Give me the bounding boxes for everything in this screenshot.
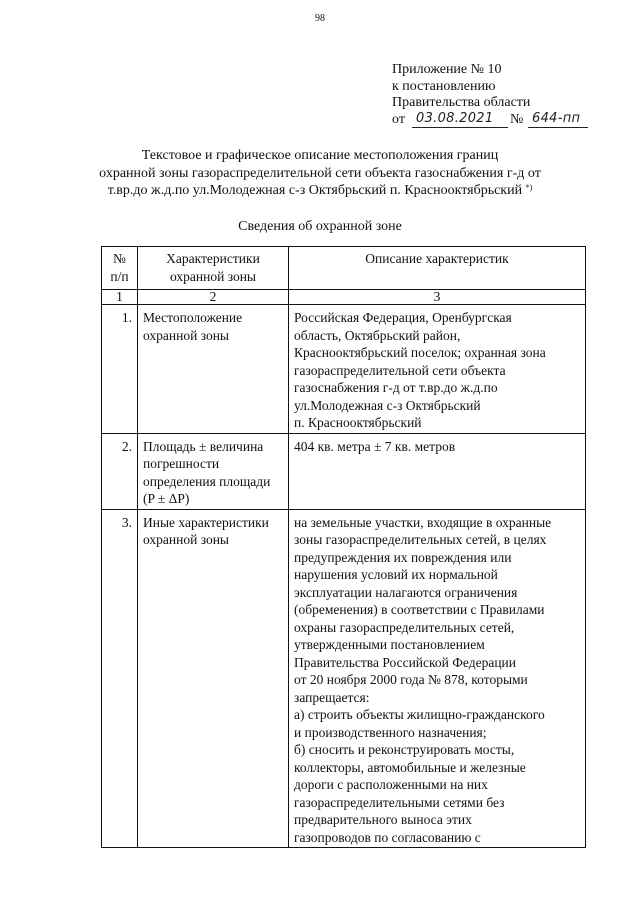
table-row	[102, 433, 586, 509]
title-line: Текстовое и графическое описание местоположения границ	[141, 148, 499, 163]
column-number-row	[102, 290, 586, 305]
row-characteristic: Местоположение охранной зоны	[138, 305, 289, 434]
table-row	[102, 509, 586, 848]
description-line: газораспределительной сети объекта	[294, 362, 506, 378]
table-header-row	[102, 247, 586, 290]
row-characteristic: Иные характеристики охранной зоны	[138, 509, 289, 848]
description-line: Краснооктябрьский поселок; охранная зона	[294, 345, 546, 360]
description-line: зоны газораспределительных сетей, в целях	[294, 532, 547, 547]
handwritten-number: 644-пп	[532, 110, 581, 126]
appendix-line: Приложение № 10	[392, 62, 502, 77]
description-line: газопроводов по согласованию с	[294, 829, 481, 845]
row-description	[289, 509, 586, 848]
appendix-block	[392, 62, 581, 130]
description-line: от 20 ноября 2000 года № 878, которыми	[294, 672, 528, 687]
header-description: Описание характеристик	[289, 247, 586, 290]
description-line: Российская Федерация, Оренбургская	[294, 310, 512, 325]
column-number: 1	[102, 290, 138, 305]
description-line: ул.Молодежная с-з Октябрьский	[294, 397, 481, 413]
description-line: запрещается:	[294, 689, 370, 705]
description-line: (обременения) в соответствии с Правилами	[294, 602, 545, 617]
description-line: а) строить объекты жилищно-гражданского	[294, 707, 545, 722]
header-characteristic: Характеристики охранной зоны	[138, 247, 289, 290]
row-description	[289, 433, 586, 509]
appendix-line: к постановлению	[392, 78, 496, 94]
column-number: 2	[138, 290, 289, 305]
description-line: предупреждения их повреждения или	[294, 549, 512, 565]
title-line-text: т.вр.до ж.д.по ул.Молодежная с-з Октябрьский п. Краснооктябрьский	[107, 183, 523, 198]
description-line: газораспределительными сетями без	[294, 794, 505, 810]
title-line: охранной зоны газораспределительной сети объекта газоснабжения г-д от	[99, 165, 541, 181]
appendix-line: Правительства области	[392, 95, 531, 110]
row-number: 1.	[102, 305, 138, 434]
date-prefix: от	[392, 111, 405, 127]
description-line: предварительного выноса этих	[294, 812, 472, 827]
appendix-date-row	[392, 110, 581, 130]
description-line: охраны газораспределительных сетей,	[294, 619, 515, 635]
table-row	[102, 305, 586, 434]
description-line: нарушения условий их нормальной	[294, 567, 498, 582]
description-line: область, Октябрьский район,	[294, 327, 461, 343]
description-line: на земельные участки, входящие в охранные	[294, 514, 552, 530]
handwritten-date: 03.08.2021	[416, 110, 494, 126]
row-description	[289, 305, 586, 434]
description-line: коллекторы, автомобильные и железные	[294, 759, 526, 775]
number-prefix: №	[510, 111, 524, 127]
description-line: газоснабжения г-д от т.вр.до ж.д.по	[294, 380, 498, 395]
title-line	[0, 182, 640, 200]
description-line: Правительства Российской Федерации	[294, 654, 516, 670]
description-line: п. Краснооктябрьский	[294, 415, 422, 430]
description-line: эксплуатации налагаются ограничения	[294, 584, 518, 600]
protection-zone-table	[101, 246, 586, 848]
row-number: 3.	[102, 509, 138, 848]
description-line: дороги с расположенными на них	[294, 777, 488, 792]
row-characteristic: Площадь ± величина погрешности определения площади (P ± ΔP)	[138, 433, 289, 509]
page-number: 98	[315, 13, 325, 24]
description-line: б) сносить и реконструировать мосты,	[294, 742, 515, 757]
header-num: № п/п	[102, 247, 138, 290]
section-subtitle: Сведения об охранной зоне	[238, 219, 402, 234]
document-title	[0, 147, 640, 200]
description-line: 404 кв. метра ± 7 кв. метров	[294, 438, 456, 454]
description-line: утвержденными постановлением	[294, 637, 485, 652]
description-line: и производственного назначения;	[294, 724, 487, 740]
column-number: 3	[289, 290, 586, 305]
row-number: 2.	[102, 433, 138, 509]
footnote-mark: *)	[525, 183, 533, 192]
